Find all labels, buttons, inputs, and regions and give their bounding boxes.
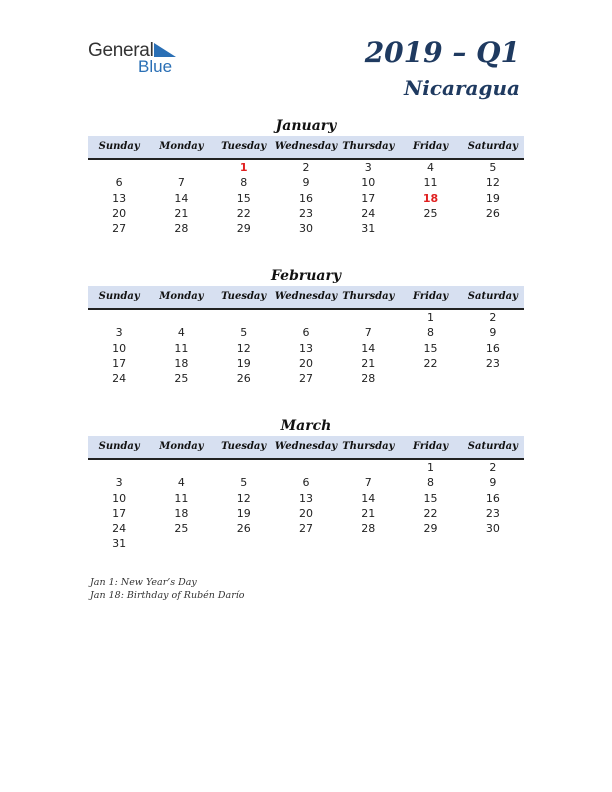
day-cell: 17 <box>361 191 376 205</box>
day-cell-holiday: 1 <box>239 161 248 174</box>
week-row <box>88 341 524 356</box>
day-cell: 4 <box>427 161 435 174</box>
day-cell: 14 <box>361 341 376 355</box>
week-row <box>88 221 524 236</box>
day-cell <box>150 310 212 325</box>
holiday-notes <box>90 576 245 602</box>
week-row <box>88 460 524 475</box>
day-cell: 24 <box>112 522 127 536</box>
day-cell: 11 <box>174 341 189 355</box>
holiday-note: Jan 1: New Year’s Day <box>90 577 197 588</box>
weekday-header <box>88 436 524 460</box>
day-cell <box>462 221 524 236</box>
holiday-note: Jan 18: Birthday of Rubén Darío <box>90 590 245 601</box>
month-title: February <box>270 268 341 284</box>
day-cell: 3 <box>115 326 123 340</box>
day-cell: 22 <box>423 506 438 520</box>
week-row <box>88 310 524 325</box>
weekday-label: Wednesday <box>274 141 338 152</box>
day-cell: 16 <box>485 341 500 355</box>
day-cell: 4 <box>177 326 185 340</box>
day-cell: 10 <box>112 341 127 355</box>
week-row <box>88 325 524 340</box>
day-cell: 9 <box>302 176 310 190</box>
day-cell: 13 <box>112 191 127 205</box>
day-cell: 12 <box>485 176 500 190</box>
day-cell <box>88 310 150 325</box>
weekday-label: Thursday <box>342 141 395 152</box>
day-cell <box>150 160 212 175</box>
day-cell: 10 <box>112 491 127 505</box>
day-cell: 20 <box>298 506 313 520</box>
week-row <box>88 356 524 371</box>
day-cell <box>337 536 399 551</box>
day-cell: 22 <box>423 356 438 370</box>
day-cell <box>275 460 337 475</box>
day-cell <box>150 536 212 551</box>
logo-text-blue: Blue <box>138 57 173 76</box>
day-cell: 8 <box>240 176 248 190</box>
week-row <box>88 160 524 175</box>
day-cell: 13 <box>298 491 313 505</box>
day-cell: 26 <box>236 372 251 386</box>
day-cell: 22 <box>236 206 251 220</box>
weekday-label: Friday <box>412 441 449 452</box>
day-cell: 29 <box>236 222 251 236</box>
weekday-label: Wednesday <box>274 291 338 302</box>
day-cell: 21 <box>361 506 376 520</box>
day-cell: 28 <box>361 372 376 386</box>
weekday-label: Tuesday <box>221 141 267 152</box>
weekday-label: Monday <box>159 141 204 152</box>
day-cell: 11 <box>174 491 189 505</box>
day-cell: 19 <box>236 506 251 520</box>
day-cell: 24 <box>112 372 127 386</box>
day-cell: 8 <box>427 476 435 490</box>
brand-logo <box>88 40 188 76</box>
weekday-label: Wednesday <box>274 441 338 452</box>
day-cell: 13 <box>298 341 313 355</box>
day-cell: 20 <box>298 356 313 370</box>
day-cell: 23 <box>298 206 313 220</box>
day-cell: 5 <box>240 326 248 340</box>
day-cell <box>399 221 461 236</box>
day-cell: 21 <box>361 356 376 370</box>
week-row <box>88 191 524 206</box>
day-cell: 9 <box>489 326 497 340</box>
day-cell: 6 <box>302 476 310 490</box>
country-name: Nicaragua <box>404 76 520 100</box>
day-cell: 5 <box>489 161 497 174</box>
week-row <box>88 371 524 386</box>
day-cell: 29 <box>423 522 438 536</box>
month-january <box>88 116 524 236</box>
weekday-label: Thursday <box>342 291 395 302</box>
day-cell <box>462 371 524 386</box>
day-cell <box>213 310 275 325</box>
day-cell: 27 <box>112 222 127 236</box>
day-cell: 10 <box>361 176 376 190</box>
day-cell-holiday: 18 <box>422 191 439 205</box>
weekday-label: Sunday <box>98 441 140 452</box>
day-cell: 4 <box>177 476 185 490</box>
weekday-label: Thursday <box>342 441 395 452</box>
day-cell: 6 <box>115 176 123 190</box>
weekday-label: Friday <box>412 141 449 152</box>
day-cell: 15 <box>236 191 251 205</box>
day-cell: 12 <box>236 341 251 355</box>
day-cell: 26 <box>236 522 251 536</box>
weekday-label: Saturday <box>467 291 518 302</box>
month-february <box>88 266 524 386</box>
day-cell: 16 <box>298 191 313 205</box>
day-cell: 15 <box>423 341 438 355</box>
month-title: March <box>280 418 332 434</box>
day-cell: 7 <box>364 476 372 490</box>
day-cell: 15 <box>423 491 438 505</box>
day-cell <box>275 310 337 325</box>
day-cell <box>88 160 150 175</box>
day-cell: 26 <box>485 206 500 220</box>
day-cell <box>213 536 275 551</box>
month-title: January <box>275 118 337 134</box>
day-cell: 3 <box>115 476 123 490</box>
day-cell: 18 <box>174 356 189 370</box>
weekday-header <box>88 286 524 310</box>
weekday-label: Sunday <box>98 291 140 302</box>
page-title: 2019 – Q1 <box>364 36 520 69</box>
day-cell <box>399 536 461 551</box>
day-cell: 30 <box>485 522 500 536</box>
day-cell: 16 <box>485 491 500 505</box>
day-cell: 30 <box>298 222 313 236</box>
day-cell: 18 <box>174 506 189 520</box>
month-march <box>88 416 524 552</box>
day-cell: 19 <box>236 356 251 370</box>
week-row <box>88 536 524 551</box>
day-cell: 23 <box>485 506 500 520</box>
weekday-header <box>88 136 524 160</box>
day-cell <box>399 371 461 386</box>
day-cell: 12 <box>236 491 251 505</box>
day-cell: 25 <box>174 372 189 386</box>
day-cell <box>150 460 212 475</box>
weekday-label: Saturday <box>467 441 518 452</box>
day-cell: 8 <box>427 326 435 340</box>
day-cell: 5 <box>240 476 248 490</box>
day-cell <box>337 310 399 325</box>
weekday-label: Monday <box>159 441 204 452</box>
day-cell: 31 <box>361 222 376 236</box>
day-cell: 25 <box>174 522 189 536</box>
day-cell: 7 <box>177 176 185 190</box>
week-row <box>88 491 524 506</box>
day-cell: 1 <box>427 461 435 474</box>
day-cell: 25 <box>423 206 438 220</box>
week-row <box>88 506 524 521</box>
day-cell: 14 <box>174 191 189 205</box>
day-cell: 20 <box>112 206 127 220</box>
day-cell: 17 <box>112 506 127 520</box>
day-cell: 1 <box>427 311 435 324</box>
day-cell: 27 <box>298 372 313 386</box>
weekday-label: Tuesday <box>221 441 267 452</box>
day-cell: 31 <box>112 537 127 551</box>
day-cell: 11 <box>423 176 438 190</box>
day-cell: 28 <box>361 522 376 536</box>
day-cell: 28 <box>174 222 189 236</box>
month-grid <box>88 160 524 236</box>
weekday-label: Friday <box>412 291 449 302</box>
day-cell: 6 <box>302 326 310 340</box>
week-row <box>88 206 524 221</box>
day-cell: 7 <box>364 326 372 340</box>
weekday-label: Sunday <box>98 141 140 152</box>
day-cell <box>462 536 524 551</box>
weekday-label: Tuesday <box>221 291 267 302</box>
weekday-label: Saturday <box>467 141 518 152</box>
week-row <box>88 521 524 536</box>
day-cell: 2 <box>489 461 497 474</box>
day-cell <box>337 460 399 475</box>
day-cell: 2 <box>489 311 497 324</box>
day-cell: 14 <box>361 491 376 505</box>
month-grid <box>88 460 524 552</box>
day-cell: 23 <box>485 356 500 370</box>
day-cell: 21 <box>174 206 189 220</box>
week-row <box>88 475 524 490</box>
day-cell <box>88 460 150 475</box>
logo-text-general: General <box>88 40 154 61</box>
day-cell <box>275 536 337 551</box>
month-grid <box>88 310 524 386</box>
day-cell <box>213 460 275 475</box>
day-cell: 17 <box>112 356 127 370</box>
day-cell: 19 <box>485 191 500 205</box>
day-cell: 24 <box>361 206 376 220</box>
weekday-label: Monday <box>159 291 204 302</box>
week-row <box>88 175 524 190</box>
day-cell: 9 <box>489 476 497 490</box>
day-cell: 27 <box>298 522 313 536</box>
day-cell: 2 <box>302 161 310 174</box>
day-cell: 3 <box>364 161 372 174</box>
